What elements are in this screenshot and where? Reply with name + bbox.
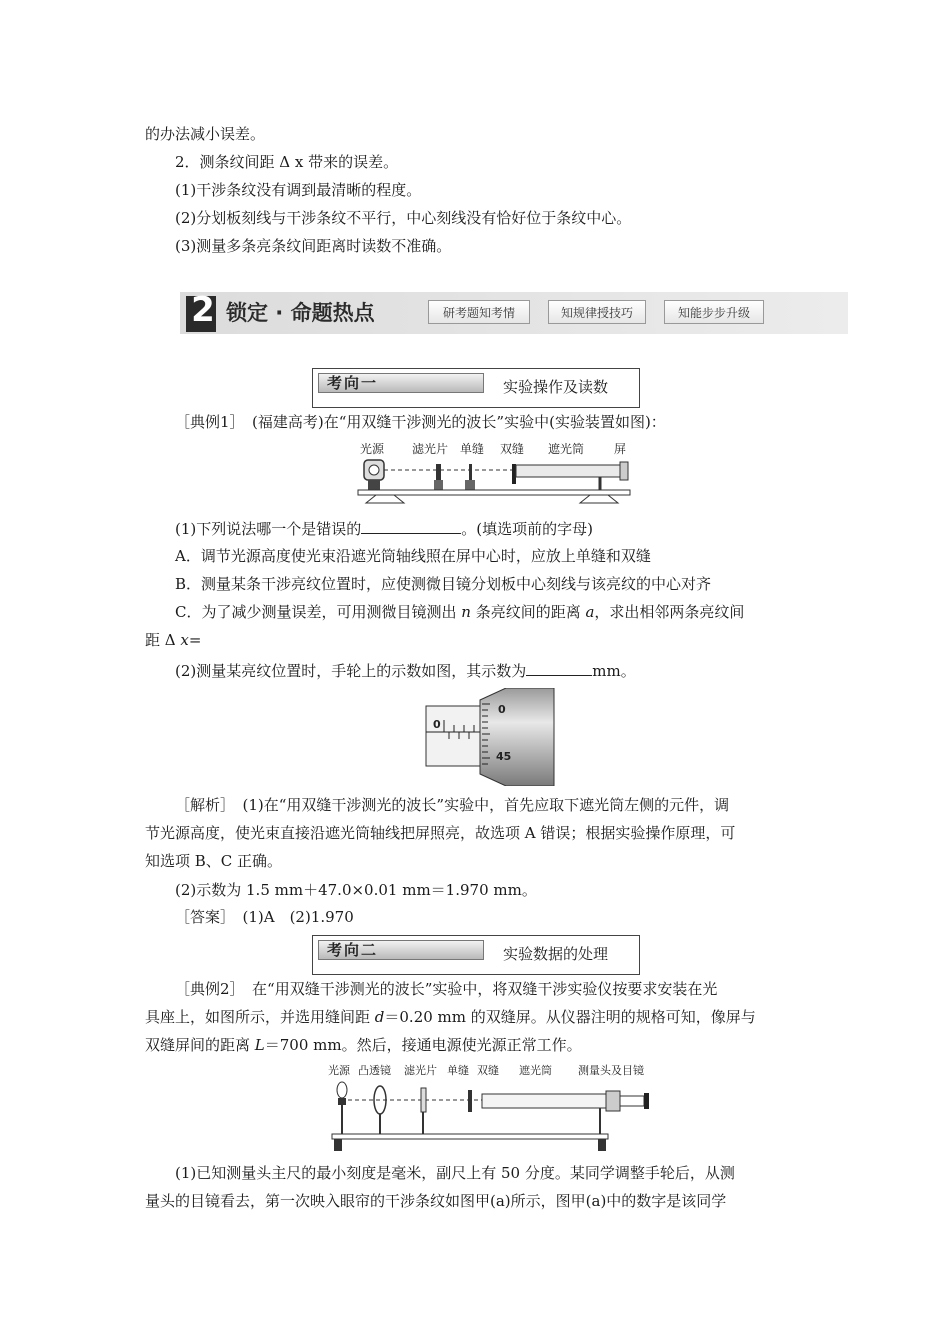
topic-box-2 xyxy=(312,935,640,975)
fig2-rail xyxy=(332,1134,608,1139)
fig2-label-light-source: 光源 xyxy=(328,1064,350,1077)
fig2-eyepiece xyxy=(620,1096,644,1106)
answer-blank-2 xyxy=(526,659,592,676)
fig2-label-filter: 滤光片 xyxy=(404,1064,437,1077)
question-1-text: (1)下列说法哪一个是错误的 xyxy=(175,520,362,538)
text-line: (2)分划板刻线与干涉条纹不平行，中心刻线没有恰好位于条纹中心。 xyxy=(175,209,632,227)
topic-tag-1 xyxy=(318,373,484,393)
thimble-bottom-label: 45 xyxy=(496,750,512,763)
fig2-bulb xyxy=(337,1082,347,1098)
answer-blank-1 xyxy=(361,517,461,534)
micrometer-figure xyxy=(424,688,558,786)
var-d: d xyxy=(374,1008,385,1026)
example2-line: ［典例2］ 在“用双缝干涉测光的波长”实验中，将双缝干涉实验仪按要求安装在光 xyxy=(175,980,718,998)
fig2-light-tube xyxy=(482,1094,606,1108)
apparatus-figure-1 xyxy=(352,436,636,506)
text-line: (3)测量多条亮条纹间距离时读数不准确。 xyxy=(175,237,452,255)
example2-line xyxy=(145,1035,582,1055)
analysis-line: 知选项 B、C 正确。 xyxy=(145,852,283,870)
option-c-text: C．为了减少测量误差，可用测微目镜测出 xyxy=(175,603,462,621)
topic-title-2: 实验数据的处理 xyxy=(503,945,609,963)
fig2-measuring-head xyxy=(606,1091,620,1111)
fig2-label-double-slit: 双缝 xyxy=(477,1064,499,1077)
example2-text: ＝0.20 mm 的双缝屏。从仪器注明的规格可知，像屏与 xyxy=(384,1008,756,1026)
fig1-filter xyxy=(436,464,441,480)
banner-number: 2 xyxy=(191,290,215,330)
analysis-line: 节光源高度，使光束直接沿遮光筒轴线把屏照亮，故选项 A 错误；根据实验操作原理，可 xyxy=(145,824,736,842)
example2-text: 双缝屏间的距离 xyxy=(145,1036,255,1054)
text-line: (1)干涉条纹没有调到最清晰的程度。 xyxy=(175,181,422,199)
section-banner xyxy=(180,292,848,334)
fig1-screen xyxy=(620,462,628,480)
apparatus-figure-2 xyxy=(322,1060,662,1154)
fig1-double-slit xyxy=(512,464,516,484)
fig1-left-foot xyxy=(366,495,404,503)
question-2 xyxy=(175,659,636,681)
option-c xyxy=(175,602,744,622)
fig2-label-lens: 凸透镜 xyxy=(358,1064,391,1077)
thimble-top-label: 0 xyxy=(498,703,506,716)
fig1-label-tube: 遮光筒 xyxy=(548,442,585,456)
fig1-filter-post xyxy=(434,480,443,490)
fig2-eyepiece-cap xyxy=(644,1093,649,1109)
micrometer-thimble xyxy=(480,688,554,786)
answer-line: ［答案］ (1)A (2)1.970 xyxy=(175,908,354,926)
question-1-tail: 。(填选项前的字母) xyxy=(461,520,593,538)
fig2-single-slit xyxy=(468,1090,472,1112)
fig1-label-screen: 屏 xyxy=(614,442,627,456)
micrometer-sleeve xyxy=(426,706,482,766)
fig1-light-tube xyxy=(516,465,620,477)
topic-title-1: 实验操作及读数 xyxy=(503,378,609,396)
var-x: x xyxy=(180,631,189,649)
fig2-right-leg xyxy=(598,1139,606,1151)
analysis-line: (2)示数为 1.5 mm＋47.0×0.01 mm＝1.970 mm。 xyxy=(175,881,537,899)
option-c-text: 距 Δ xyxy=(145,631,181,649)
topic-tag-label: 考向一 xyxy=(327,374,379,392)
option-c-text: = xyxy=(188,631,202,649)
fig2-label-tube: 遮光筒 xyxy=(519,1064,552,1077)
fig1-lamp-stand xyxy=(368,480,380,490)
example-intro: ［典例1］ (福建高考)在“用双缝干涉测光的波长”实验中(实验装置如图)： xyxy=(175,413,666,431)
fig1-label-single-slit: 单缝 xyxy=(460,442,485,456)
var-L: L xyxy=(254,1036,265,1054)
example2-line xyxy=(145,1007,756,1027)
fig1-single-slit-post xyxy=(465,480,475,490)
fig2-label-single-slit: 单缝 xyxy=(447,1064,469,1077)
fig2-filter xyxy=(421,1088,426,1112)
example2-question-line: 量头的目镜看去，第一次映入眼帘的干涉条纹如图甲(a)所示，图甲(a)中的数字是该同学 xyxy=(145,1192,727,1210)
banner-button-2[interactable]: 知规律授技巧 xyxy=(548,300,646,324)
option-b: B．测量某条干涉亮纹位置时，应使测微目镜分划板中心刻线与该亮纹的中心对齐 xyxy=(175,575,712,593)
fig1-rail xyxy=(358,490,630,495)
var-a: a xyxy=(585,603,595,621)
text-line: 的办法减小误差。 xyxy=(145,125,266,143)
topic-box-1 xyxy=(312,368,640,408)
example2-text: 具座上，如图所示，并选用缝间距 xyxy=(145,1008,375,1026)
example2-text: ＝700 mm。然后，接通电源使光源正常工作。 xyxy=(264,1036,582,1054)
option-a: A．调节光源高度使光束沿遮光筒轴线照在屏中心时，应放上单缝和双缝 xyxy=(175,547,651,565)
fig1-single-slit xyxy=(469,464,472,480)
example2-question-line: (1)已知测量头主尺的最小刻度是毫米，副尺上有 50 分度。某同学调整手轮后，从测 xyxy=(175,1164,735,1182)
question-2-tail: mm。 xyxy=(592,662,636,680)
fig2-label-eyepiece: 测量头及目镜 xyxy=(578,1064,644,1077)
fig1-label-filter: 滤光片 xyxy=(412,442,449,456)
text-line: 2．测条纹间距 Δ x 带来的误差。 xyxy=(175,153,399,171)
fig1-right-foot xyxy=(580,495,618,503)
analysis-line: ［解析］ (1)在“用双缝干涉测光的波长”实验中，首先应取下遮光筒左侧的元件，调 xyxy=(175,796,730,814)
fig2-bulb-base xyxy=(338,1098,346,1105)
banner-title: 锁定 · 命题热点 xyxy=(226,301,375,325)
banner-button-1[interactable]: 研考题知考情 xyxy=(428,300,530,324)
fig1-lamp-bulb xyxy=(369,465,379,475)
topic-tag-label: 考向二 xyxy=(327,941,379,959)
option-c-text: 条亮纹间的距离 xyxy=(470,603,586,621)
question-2-text: (2)测量某亮纹位置时，手轮上的示数如图，其示数为 xyxy=(175,662,527,680)
option-c-continued xyxy=(145,630,201,650)
fig2-left-leg xyxy=(334,1139,342,1151)
main-scale-zero-label: 0 xyxy=(433,718,441,731)
fig1-label-light-source: 光源 xyxy=(360,442,385,456)
var-n: n xyxy=(461,603,471,621)
question-1 xyxy=(175,517,593,539)
banner-button-3[interactable]: 知能步步升级 xyxy=(664,300,764,324)
fig1-label-double-slit: 双缝 xyxy=(500,442,525,456)
topic-tag-2 xyxy=(318,940,484,960)
option-c-text: ，求出相邻两条亮纹间 xyxy=(594,603,745,621)
